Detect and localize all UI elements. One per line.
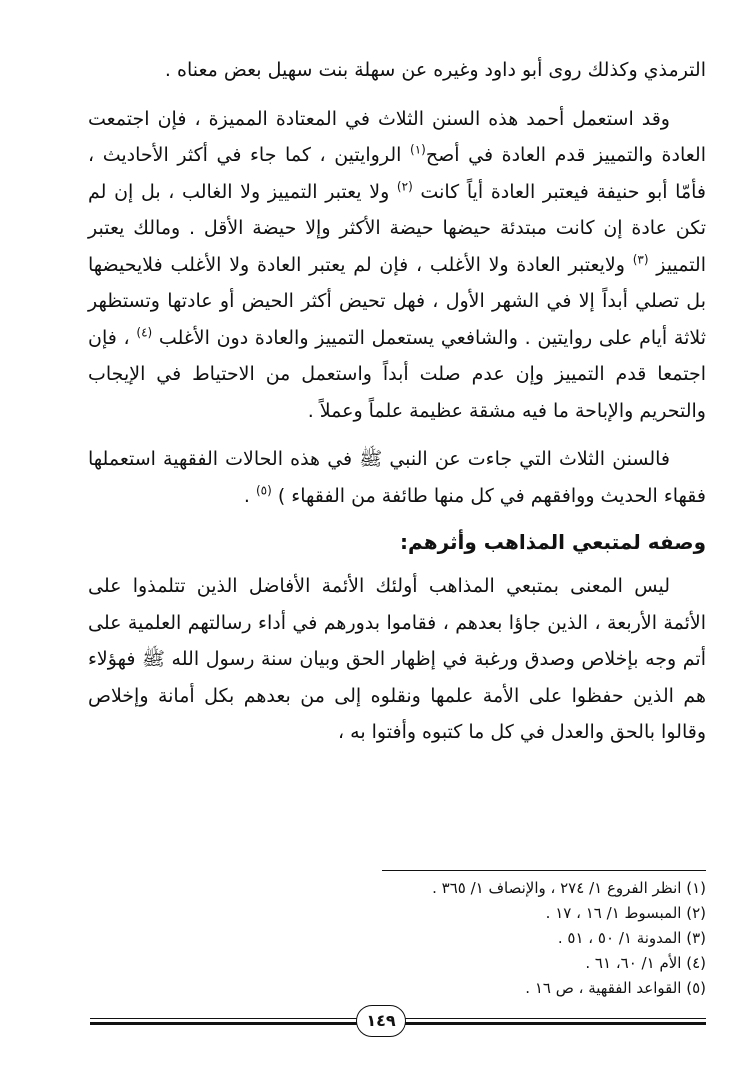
footnote-ref-3[interactable]: (٣) — [632, 252, 649, 267]
paragraph-2-part-3: ولا يعتبر التمييز ولا الغالب ، بل إن لم تكن عادة إن كانت مبتدئة حيضها حيضة الأكثر وإلا حيضة الأقل . ومالك يعتبر التمييز — [88, 180, 707, 276]
footnote-3: (٣) المدونة ١/ ٥٠ ، ٥١ . — [557, 929, 706, 947]
footnote-2: (٢) المبسوط ١/ ١٦ ، ١٧ . — [545, 904, 706, 922]
main-text — [88, 52, 706, 751]
paragraph-2-part-2: الروايتين ، كما جاء في أكثر الأحاديث ، فأمّا أبو حنيفة فيعتبر العادة أياً كانت — [88, 144, 707, 203]
footnote-1: (١) انظر الفروع ١/ ٢٧٤ ، والإنصاف ١/ ٣٦٥ . — [432, 879, 706, 897]
paragraph-3-part-2: . — [243, 484, 250, 507]
paragraph-2-part-5: ، فإن اجتمعا قدم التمييز وإن عدم صلت أبداً واستعمل من الاحتياط في الإيجاب والتحريم والإباحة ما فيه مشقة عظيمة علماً وعملاً . — [88, 326, 706, 422]
paragraph-3 — [88, 441, 706, 514]
page-number: ١٤٩ — [356, 1005, 406, 1037]
footnote-ref-5[interactable]: (٥) — [255, 483, 272, 498]
paragraph-2-part-4: ولايعتبر العادة ولا الأغلب ، فإن لم يعتبر العادة ولا الأغلب فلايحيضها بل تصلي أبداً إلا في الشهر الأول ، فهل تحيض أكثر الحيض أو عادتها وتستظهر ثلاثة أيام على روايتين . والشافعي يستعمل التمييز والعادة دون الأغلب — [88, 253, 706, 349]
footnote-ref-1[interactable]: (١) — [410, 142, 426, 157]
footnotes — [86, 876, 706, 1001]
footnote-separator — [382, 870, 706, 871]
footnote-4: (٤) الأم ١/ ٦٠، ٦١ . — [585, 954, 706, 972]
section-heading: وصفه لمتبعي المذاهب وأثرهم: — [400, 530, 706, 554]
footnote-ref-2[interactable]: (٢) — [396, 179, 413, 194]
paragraph-4: ليس المعنى بمتبعي المذاهب أولئك الأئمة الأفاضل الذين تتلمذوا على الأئمة الأربعة ، الذين جاؤا بعدهم ، فقاموا بدورهم في أداء رسالتهم العلمية على أتم وجه بإخلاص وصدق ورغبة في إظهار الحق وبيان سنة رسول الله ﷺ فهؤلاء هم الذين حفظوا على الأمة علمها ونقلوه إلى من بعدهم بكل أمانة وإخلاص وقالوا بالحق والعدل في كل ما كتبوه وأفتوا به ، — [88, 575, 706, 743]
footnote-5: (٥) القواعد الفقهية ، ص ١٦ . — [525, 979, 706, 997]
paragraph-2-part-1: وقد استعمل أحمد هذه السنن الثلاث في المعتادة المميزة ، فإن اجتمعت العادة والتمييز قدم العادة في أصح — [88, 107, 706, 166]
paragraph-1: الترمذي وكذلك روى أبو داود وغيره عن سهلة بنت سهيل بعض معناه . — [164, 59, 706, 81]
paragraph-2 — [88, 101, 706, 430]
paragraph-3-part-1: فالسنن الثلاث التي جاءت عن النبي ﷺ في هذه الحالات الفقهية استعملها فقهاء الحديث ووافقهم في كل منها طائفة من الفقهاء ) — [88, 448, 706, 507]
footnote-ref-4[interactable]: (٤) — [136, 325, 153, 340]
